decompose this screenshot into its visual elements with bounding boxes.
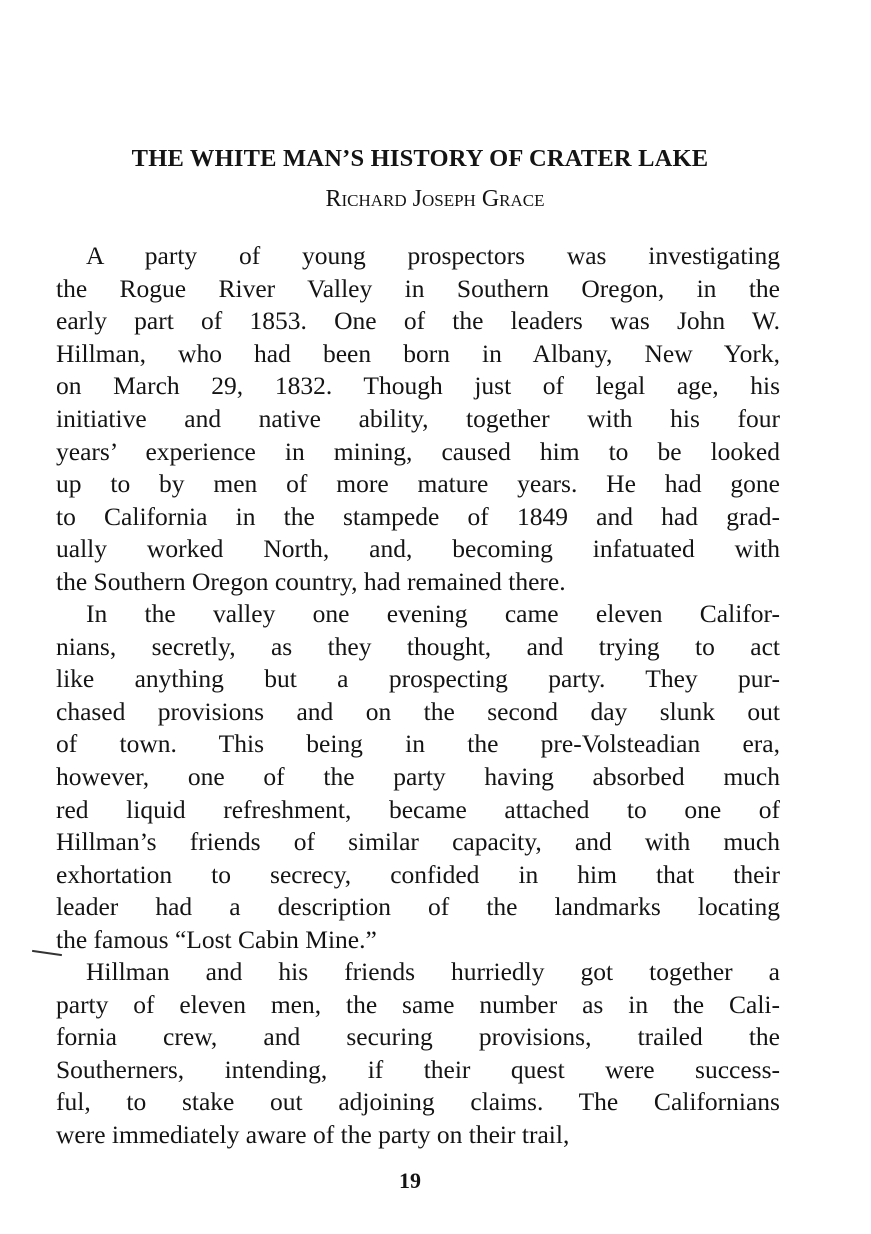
author-name: Richard Joseph Grace xyxy=(325,186,545,212)
text-line-content: the famous “Lost Cabin Mine.” xyxy=(56,924,377,954)
text-line xyxy=(56,891,780,924)
text-line xyxy=(56,403,780,436)
text-line-content: In the valley one evening came eleven Califor- xyxy=(86,599,780,628)
text-line-content: Hillman, who had been born in Albany, New York, xyxy=(56,338,780,368)
text-line xyxy=(56,501,780,534)
text-line xyxy=(56,468,780,501)
paragraph-2 xyxy=(56,598,780,957)
article-title: THE WHITE MAN’S HISTORY OF CRATER LAKE xyxy=(131,145,709,172)
text-line xyxy=(56,924,780,957)
text-line-content: the Rogue River Valley in Southern Oregon, in the xyxy=(56,273,780,303)
page-number: 19 xyxy=(399,1168,421,1193)
text-line-content: Hillman and his friends hurriedly got together a xyxy=(86,957,780,986)
text-line xyxy=(56,1021,780,1054)
text-line-content: were immediately aware of the party on their trail, xyxy=(56,1119,570,1149)
text-line-content: on March 29, 1832. Though just of legal age, his xyxy=(56,371,780,401)
text-line-content: Southerners, intending, if their quest were success- xyxy=(56,1054,780,1084)
text-line-content: chased provisions and on the second day slunk out xyxy=(56,696,780,726)
text-line-content: the Southern Oregon country, had remained there. xyxy=(56,566,566,596)
text-line-content: up to by men of more mature years. He had gone xyxy=(56,469,780,499)
text-line xyxy=(56,305,780,338)
text-line-content: to California in the stampede of 1849 and had grad- xyxy=(56,501,780,531)
text-line xyxy=(56,370,780,403)
text-line-content: ful, to stake out adjoining claims. The Californians xyxy=(56,1087,780,1117)
text-line-content: years’ experience in mining, caused him to be looked xyxy=(56,436,780,466)
text-line xyxy=(56,1054,780,1087)
text-line xyxy=(56,240,780,273)
text-line xyxy=(56,728,780,761)
text-line xyxy=(56,436,780,469)
text-line xyxy=(56,338,780,371)
text-line xyxy=(56,1086,780,1119)
text-line-content: red liquid refreshment, became attached to one of xyxy=(56,794,780,824)
text-line xyxy=(56,696,780,729)
text-line xyxy=(56,663,780,696)
text-line-content: leader had a description of the landmarks locating xyxy=(56,892,780,922)
paragraph-1 xyxy=(56,240,780,599)
text-line xyxy=(56,533,780,566)
text-line xyxy=(56,631,780,664)
text-line xyxy=(56,1119,780,1152)
text-line-content: initiative and native ability, together with his four xyxy=(56,403,780,433)
paragraph-3 xyxy=(56,956,780,1152)
text-line-content: party of eleven men, the same number as in the Cali- xyxy=(56,989,780,1019)
text-line-content: like anything but a prospecting party. They pur- xyxy=(56,664,780,694)
text-line xyxy=(56,761,780,794)
text-line xyxy=(56,273,780,306)
text-line-content: of town. This being in the pre-Volsteadian era, xyxy=(56,729,780,759)
text-line xyxy=(56,826,780,859)
text-line xyxy=(56,598,780,631)
text-line xyxy=(56,566,780,599)
text-line-content: exhortation to secrecy, confided in him that their xyxy=(56,859,780,889)
text-line xyxy=(56,956,780,989)
text-line-content: however, one of the party having absorbed much xyxy=(56,761,780,791)
text-line xyxy=(56,989,780,1022)
text-line xyxy=(56,859,780,892)
text-line-content: nians, secretly, as they thought, and trying to act xyxy=(56,631,780,661)
text-line-content: fornia crew, and securing provisions, trailed the xyxy=(56,1022,780,1052)
text-line xyxy=(56,794,780,827)
text-line-content: early part of 1853. One of the leaders was John W. xyxy=(56,306,780,336)
text-line-content: Hillman’s friends of similar capacity, and with much xyxy=(56,827,780,857)
text-line-content: ually worked North, and, becoming infatuated with xyxy=(56,534,780,564)
text-line-content: A party of young prospectors was investigating xyxy=(86,241,780,270)
